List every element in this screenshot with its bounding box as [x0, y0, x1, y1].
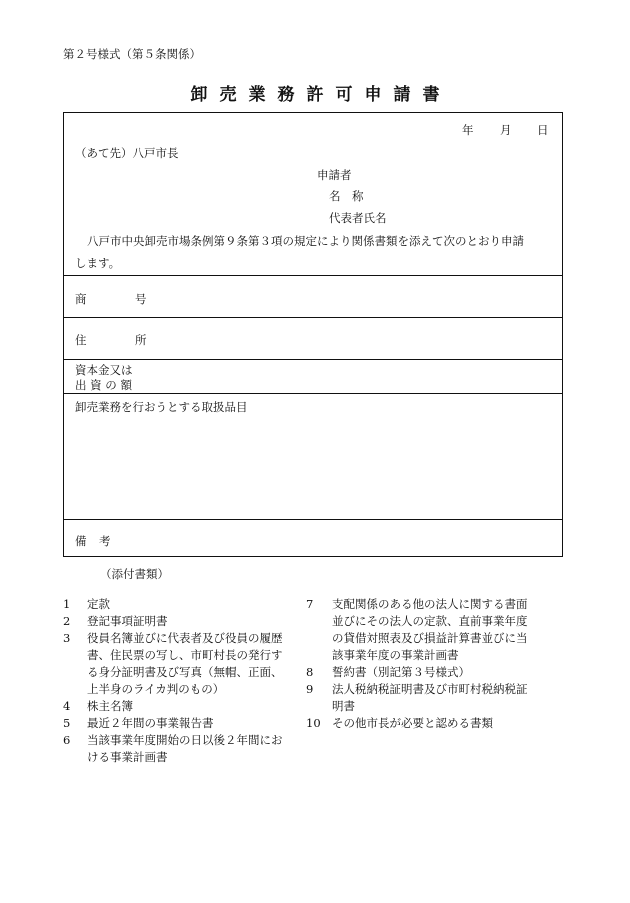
attachment-text-line: 定款	[87, 597, 110, 611]
attachment-number: 8	[306, 665, 314, 679]
divider	[64, 519, 562, 520]
attachment-text-line: 誓約書（別記第３号様式）	[332, 665, 470, 679]
attachment-number: 7	[306, 597, 314, 611]
attachment-text-line: 登記事項証明書	[87, 614, 168, 628]
trade-name-label-1: 商	[75, 292, 87, 306]
attachment-text-line: 並びにその法人の定款、直前事業年度	[332, 614, 528, 628]
attachments-heading: （添付書類）	[100, 567, 169, 581]
date-day-label: 日	[537, 123, 549, 137]
capital-label-line-1: 資本金又は	[75, 363, 133, 377]
attachment-number: 4	[63, 699, 71, 713]
remarks-label-2: 考	[99, 534, 111, 548]
divider	[64, 359, 562, 360]
name-label: 名 称	[329, 189, 364, 203]
attachment-text	[87, 630, 283, 698]
attachments-right-list	[306, 596, 556, 732]
attachments-left-list	[63, 596, 303, 766]
items-label: 卸売業務を行おうとする取扱品目	[75, 400, 248, 414]
attachment-text	[332, 664, 470, 681]
remarks-label-1: 備	[75, 534, 87, 548]
attachment-item	[63, 630, 303, 698]
attachment-number: 9	[306, 682, 314, 696]
attachment-text	[87, 698, 133, 715]
attachment-number: 6	[63, 733, 71, 747]
address-label-2: 所	[135, 333, 147, 347]
attachment-item	[63, 732, 303, 766]
address-label-1: 住	[75, 333, 87, 347]
attachment-number: 1	[63, 597, 71, 611]
attachment-number: 3	[63, 631, 71, 645]
attachment-text-line: 該事業年度の事業計画書	[332, 648, 459, 662]
attachment-text	[87, 715, 214, 732]
divider	[64, 275, 562, 276]
capital-label-line-2: 出 資 の 額	[75, 378, 132, 392]
date-month-label: 月	[500, 123, 512, 137]
attachment-number: 5	[63, 716, 71, 730]
statement-line-1: 八戸市中央卸売市場条例第９条第３項の規定により関係書類を添えて次のとおり申請	[87, 234, 524, 248]
attachment-text-line: 株主名簿	[87, 699, 133, 713]
divider	[64, 317, 562, 318]
attachment-text-line: 明書	[332, 699, 355, 713]
attachment-text	[87, 732, 283, 766]
attachment-item	[306, 715, 556, 732]
attachment-text	[332, 715, 493, 732]
addressee: （あて先）八戸市長	[75, 146, 179, 160]
attachment-item	[63, 715, 303, 732]
attachment-text-line: る身分証明書及び写真（無帽、正面、	[87, 665, 283, 679]
attachment-text	[87, 596, 110, 613]
representative-label: 代表者氏名	[329, 211, 387, 225]
attachment-text	[332, 596, 528, 664]
attachment-item	[63, 613, 303, 630]
attachment-item	[63, 596, 303, 613]
attachment-text-line: 役員名簿並びに代表者及び役員の履歴	[87, 631, 283, 645]
date-year-label: 年	[462, 123, 474, 137]
attachment-item	[306, 664, 556, 681]
attachment-item	[306, 596, 556, 664]
attachment-text	[332, 681, 528, 715]
attachment-text-line: 支配関係のある他の法人に関する書面	[332, 597, 528, 611]
statement-line-2: します。	[75, 256, 121, 270]
attachment-number: 2	[63, 614, 71, 628]
attachment-item	[306, 681, 556, 715]
trade-name-label-2: 号	[135, 292, 147, 306]
attachment-text	[87, 613, 168, 630]
attachment-number: 10	[306, 716, 321, 730]
divider	[64, 393, 562, 394]
page-title: 卸売業務許可申請書	[190, 85, 452, 105]
attachment-text-line: その他市長が必要と認める書類	[332, 716, 493, 730]
attachment-text-line: ける事業計画書	[87, 750, 168, 764]
application-form-box	[63, 112, 563, 557]
attachment-text-line: 上半身のライカ判のもの）	[87, 682, 225, 696]
attachment-text-line: 当該事業年度開始の日以後２年間にお	[87, 733, 283, 747]
attachment-text-line: 最近２年間の事業報告書	[87, 716, 214, 730]
attachment-text-line: 書、住民票の写し、市町村長の発行す	[87, 648, 283, 662]
applicant-label: 申請者	[317, 168, 352, 182]
attachment-item	[63, 698, 303, 715]
attachment-text-line: 法人税納税証明書及び市町村税納税証	[332, 682, 528, 696]
form-number: 第２号様式（第５条関係）	[63, 47, 201, 61]
attachment-text-line: の貸借対照表及び損益計算書並びに当	[332, 631, 528, 645]
